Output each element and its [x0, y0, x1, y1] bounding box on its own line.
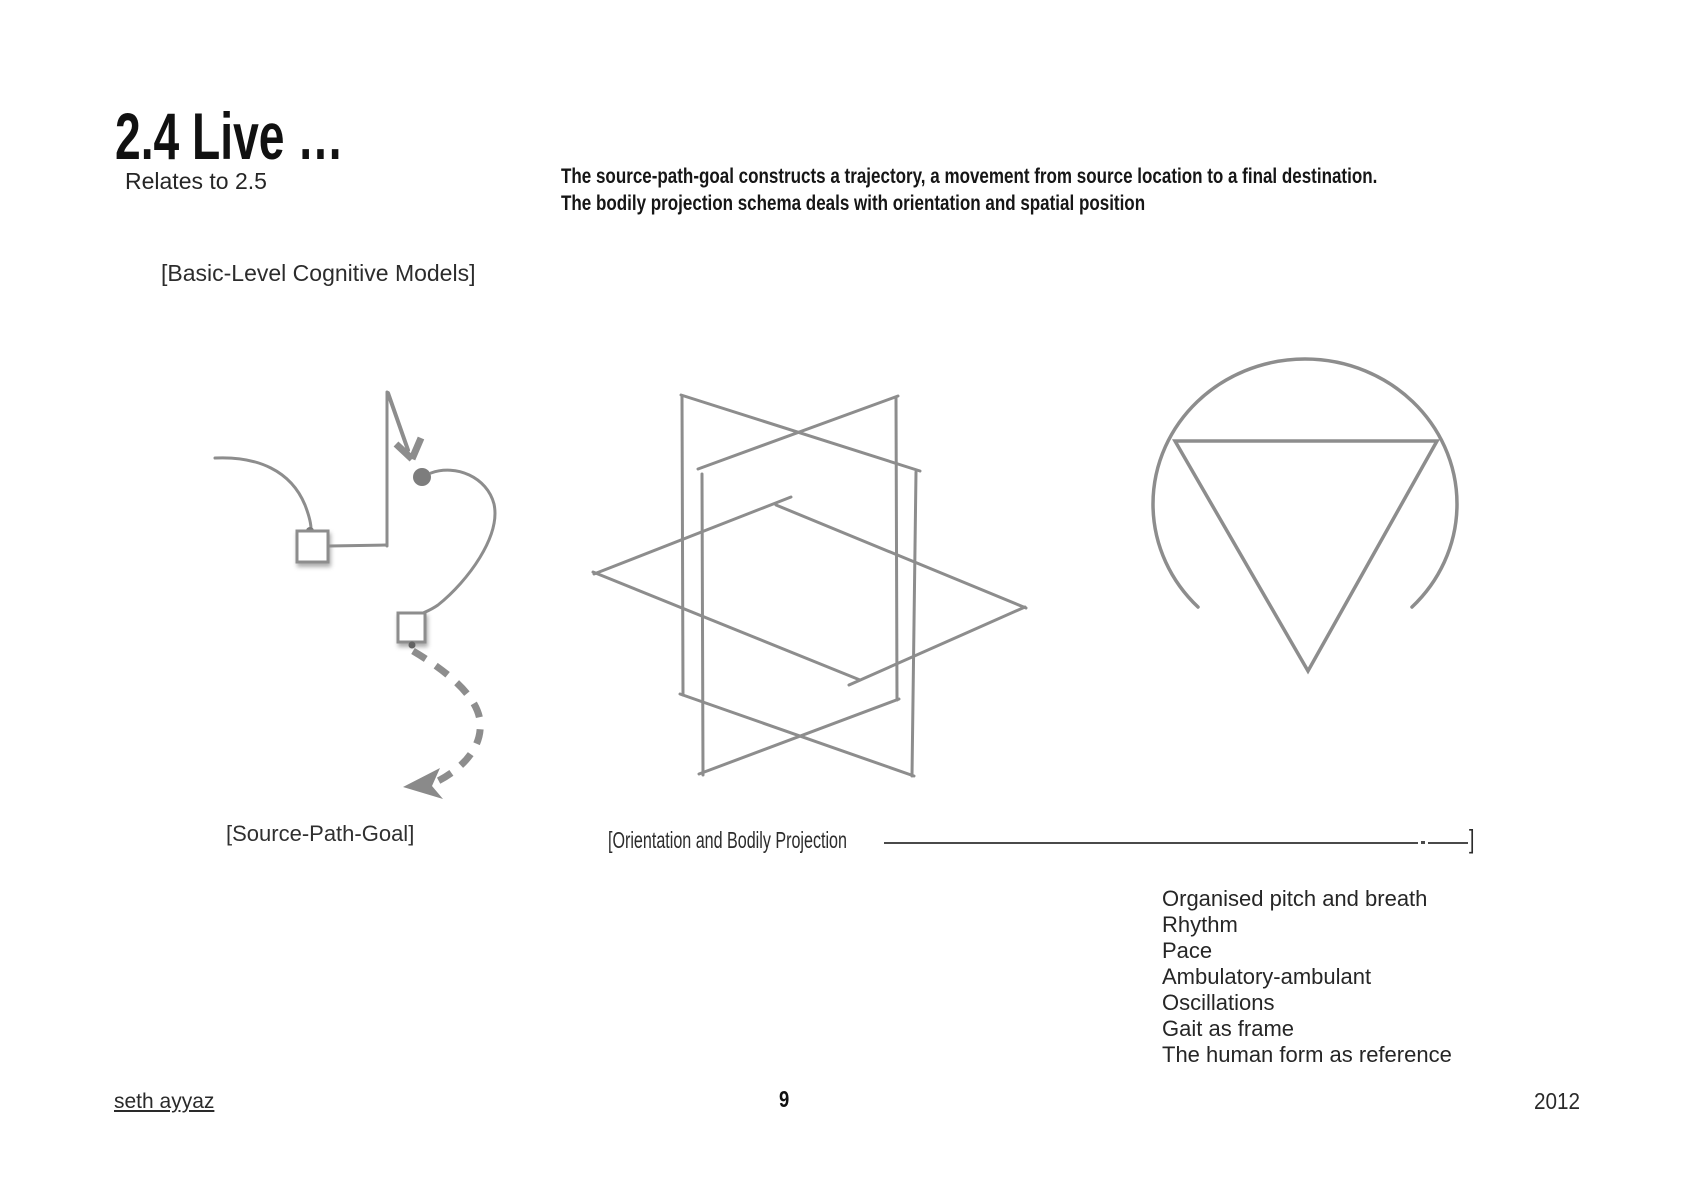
basic-level-cognitive-models-label: [Basic-Level Cognitive Models] [161, 260, 476, 286]
arrow-shaft [388, 393, 408, 450]
inverted-triangle [1175, 441, 1437, 671]
source-path-goal-label: [Source-Path-Goal] [226, 821, 415, 846]
page-title: 2.4 Live … [115, 99, 344, 173]
source-path-goal-figure [215, 392, 495, 799]
source-curve [215, 458, 311, 529]
subtitle: Relates to 2.5 [125, 168, 267, 194]
path-horizontal-line [329, 545, 387, 546]
plane-left-sheared [698, 396, 899, 775]
list-item: The human form as reference [1162, 1042, 1452, 1067]
list-item: Gait as frame [1162, 1016, 1295, 1041]
square-bottom-blob [409, 642, 416, 649]
dashed-arrowhead [403, 768, 443, 799]
orientation-label-text: [Orientation and Bodily Projection [608, 827, 847, 853]
swing-curve [421, 470, 495, 614]
intro-line-2: The bodily projection schema deals with orientation and spatial position [561, 192, 1146, 215]
orientation-planes-figure [593, 395, 1026, 776]
list-item: Rhythm [1162, 912, 1238, 937]
goal-dot [413, 468, 431, 486]
orientation-label-closing-bracket: ] [1469, 824, 1475, 854]
orientation-label-rule-dot [1421, 841, 1425, 844]
annotation-list [1162, 886, 1452, 1068]
footer-author: seth ayyaz [114, 1090, 215, 1113]
bodily-projection-figure [1153, 359, 1457, 671]
dashed-trajectory [413, 651, 480, 784]
intro-line-1: The source-path-goal constructs a trajectory, a movement from source location to a final destination. [561, 165, 1378, 188]
footer-year: 2012 [1534, 1088, 1581, 1114]
source-square [297, 531, 328, 562]
goal-square [398, 613, 425, 642]
page-number: 9 [779, 1086, 790, 1112]
list-item: Oscillations [1162, 990, 1275, 1015]
horizontal-diamond-plane [593, 497, 1026, 685]
list-item: Pace [1162, 938, 1213, 963]
orientation-label-rule-short [1428, 842, 1468, 844]
orientation-label-rule [884, 842, 1418, 844]
list-item: Organised pitch and breath [1162, 886, 1428, 911]
list-item: Ambulatory-ambulant [1162, 964, 1372, 989]
plane-right-sheared [680, 395, 920, 776]
